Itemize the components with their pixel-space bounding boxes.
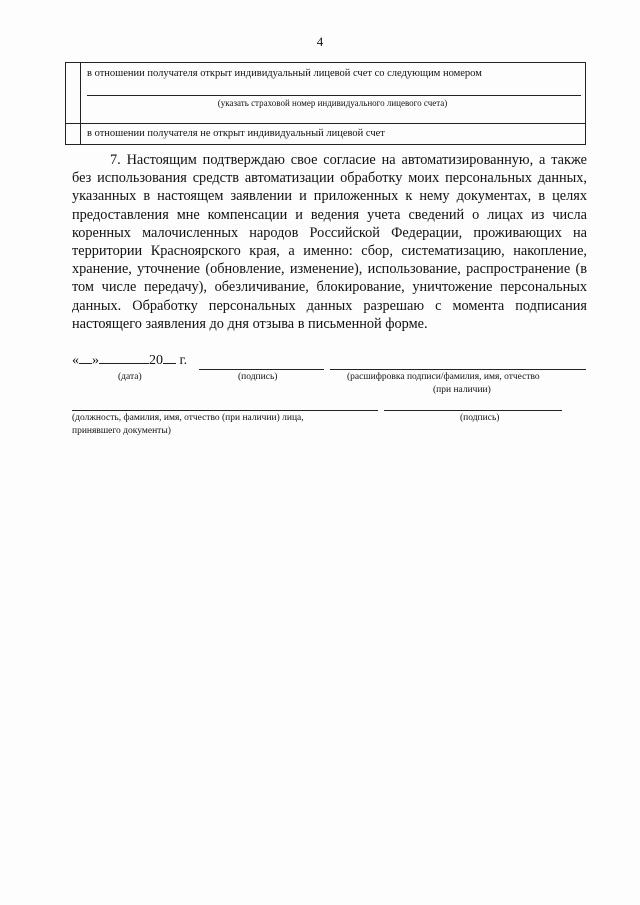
option-open-account: в отношении получателя открыт индивидуальный лицевой счет со следующим номером: [87, 68, 482, 79]
account-options-table: [65, 62, 586, 145]
year-prefix: 20: [149, 353, 163, 368]
official-signature-line: [384, 410, 562, 411]
row-divider: [66, 123, 585, 124]
account-number-caption: (указать страховой номер индивидуального лицевого счета): [217, 98, 448, 108]
decoding-caption-line2: (при наличии): [433, 385, 491, 395]
official-caption-line1: (должность, фамилия, имя, отчество (при наличии) лица,: [72, 413, 304, 423]
applicant-signature-line: [199, 369, 324, 370]
applicant-decoding-line: [330, 369, 586, 370]
account-number-line: [87, 95, 581, 96]
consent-paragraph: 7. Настоящим подтверждаю свое согласие на автоматизированную, а также без использования средств автоматизации обработку моих персональных данных, указанных в настоящем заявлении и приложенных к нему документах, в целях предоставления мне компенсации и ведения учета сведений о лицах из числа коренных малочисленных народов Российской Федерации, проживающих на территории Красноярского края, а именно: сбор, систематизацию, накопление, хранение, уточнение (обновление, изменение), использование, распространение (в том числе передачу), обезличивание, блокирование, уничтожение персональных данных. Обработку персональных данных разрешаю с момента подписания настоящего заявления до дня отзыва в письменной форме.: [72, 152, 587, 332]
date-close-quote: »: [92, 353, 99, 368]
date-open-quote: «: [72, 353, 79, 368]
official-signature-caption: (подпись): [460, 413, 500, 423]
decoding-caption-line1: (расшифровка подписи/фамилия, имя, отчество: [347, 372, 540, 382]
signature-caption: (подпись): [238, 372, 278, 382]
date-caption: (дата): [118, 372, 142, 382]
page-number: 4: [316, 34, 324, 49]
official-caption-line2: принявшего документы): [72, 426, 171, 436]
year-suffix: г.: [179, 353, 188, 368]
official-name-line: [72, 410, 378, 411]
option-no-account: в отношении получателя не открыт индивидуальный лицевой счет: [87, 128, 385, 139]
date-field: [72, 353, 197, 369]
